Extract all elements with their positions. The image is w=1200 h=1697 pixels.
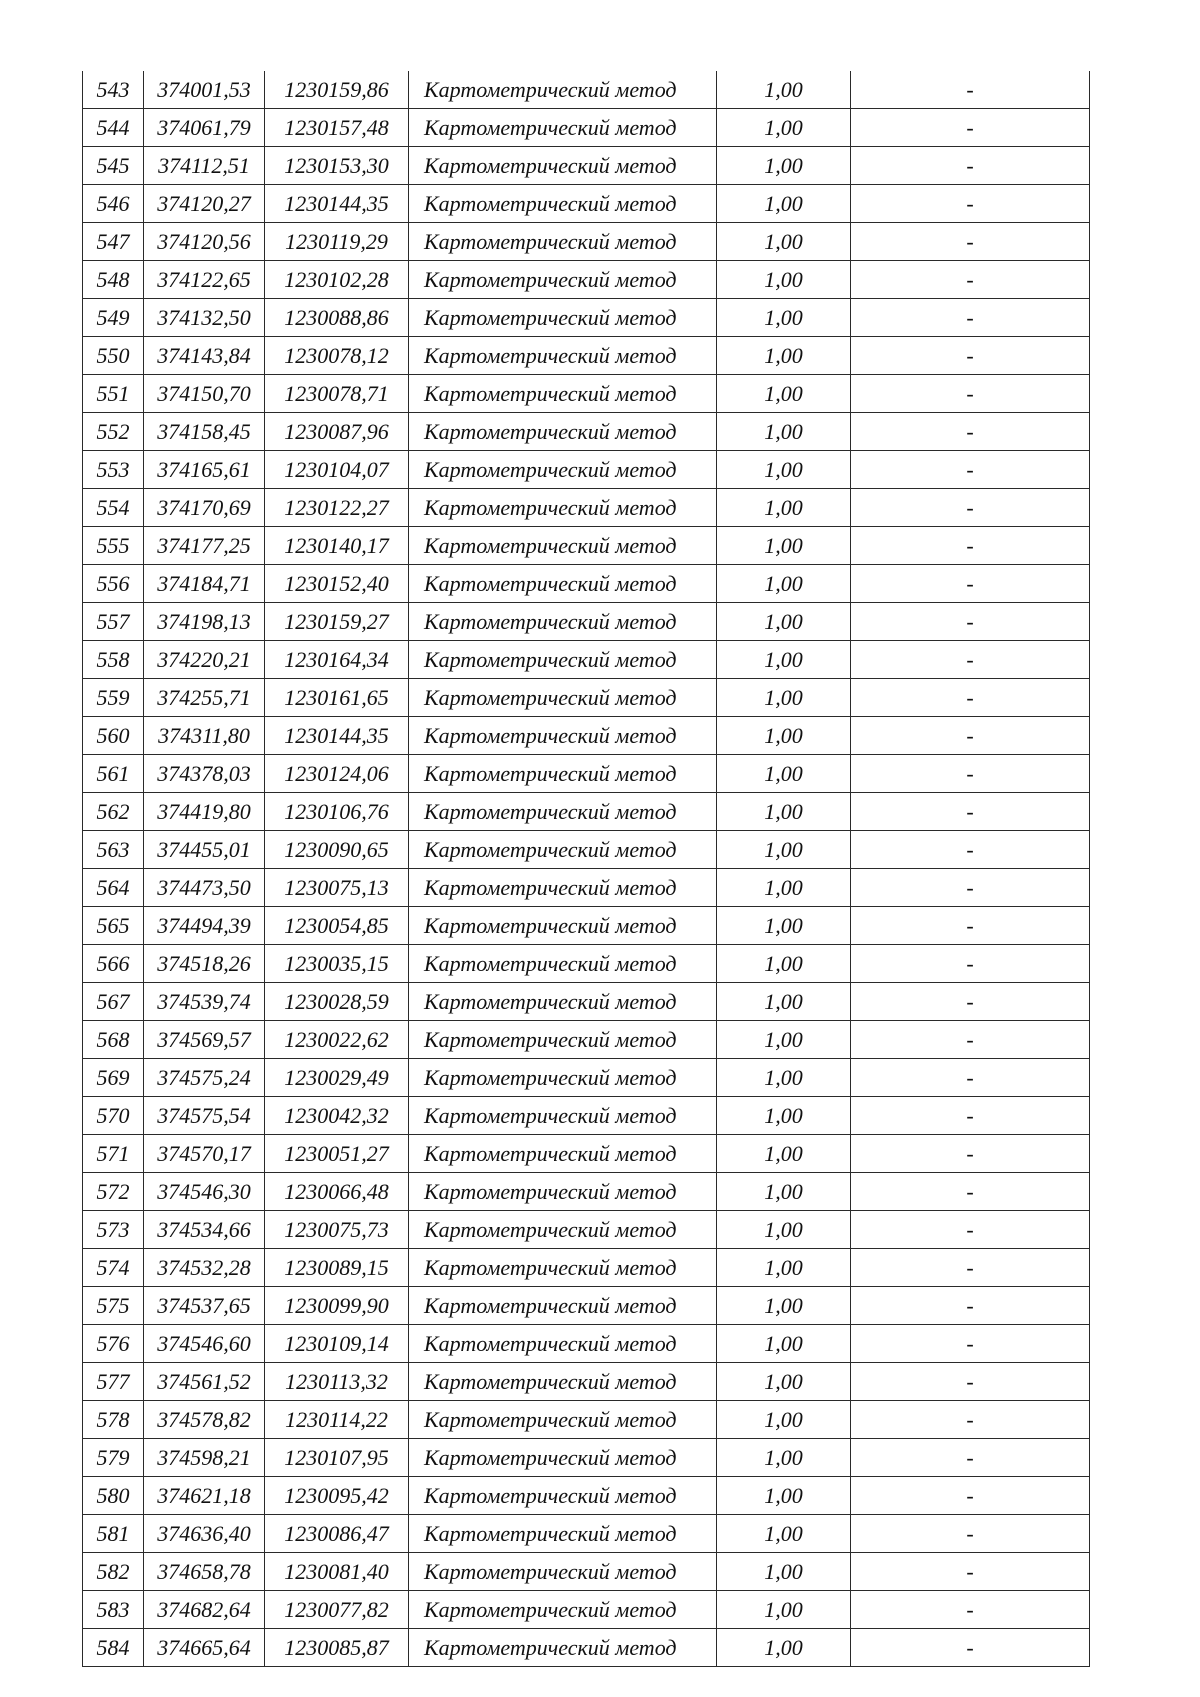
table-row [83, 1363, 1090, 1401]
point-number-cell: 575 [83, 1287, 144, 1325]
y-coordinate-cell: 1230124,06 [265, 755, 409, 793]
coordinates-table-body [83, 71, 1090, 1667]
accuracy-cell: 1,00 [717, 71, 851, 109]
point-number-cell: 560 [83, 717, 144, 755]
note-cell: - [851, 1629, 1090, 1667]
accuracy-cell: 1,00 [717, 1591, 851, 1629]
table-row [83, 831, 1090, 869]
accuracy-cell: 1,00 [717, 413, 851, 451]
table-row [83, 489, 1090, 527]
accuracy-cell: 1,00 [717, 1173, 851, 1211]
note-cell: - [851, 1515, 1090, 1553]
note-cell: - [851, 1173, 1090, 1211]
accuracy-cell: 1,00 [717, 1439, 851, 1477]
method-cell: Картометрический метод [409, 109, 717, 147]
accuracy-cell: 1,00 [717, 1287, 851, 1325]
table-row [83, 527, 1090, 565]
table-row [83, 299, 1090, 337]
note-cell: - [851, 907, 1090, 945]
y-coordinate-cell: 1230081,40 [265, 1553, 409, 1591]
point-number-cell: 580 [83, 1477, 144, 1515]
y-coordinate-cell: 1230107,95 [265, 1439, 409, 1477]
accuracy-cell: 1,00 [717, 489, 851, 527]
method-cell: Картометрический метод [409, 1439, 717, 1477]
x-coordinate-cell: 374658,78 [144, 1553, 265, 1591]
table-row [83, 565, 1090, 603]
table-row [83, 147, 1090, 185]
note-cell: - [851, 831, 1090, 869]
point-number-cell: 563 [83, 831, 144, 869]
method-cell: Картометрический метод [409, 1401, 717, 1439]
method-cell: Картометрический метод [409, 1553, 717, 1591]
y-coordinate-cell: 1230087,96 [265, 413, 409, 451]
table-row [83, 641, 1090, 679]
accuracy-cell: 1,00 [717, 527, 851, 565]
point-number-cell: 568 [83, 1021, 144, 1059]
note-cell: - [851, 261, 1090, 299]
table-row [83, 793, 1090, 831]
note-cell: - [851, 1135, 1090, 1173]
method-cell: Картометрический метод [409, 831, 717, 869]
point-number-cell: 573 [83, 1211, 144, 1249]
point-number-cell: 574 [83, 1249, 144, 1287]
y-coordinate-cell: 1230113,32 [265, 1363, 409, 1401]
point-number-cell: 571 [83, 1135, 144, 1173]
x-coordinate-cell: 374120,27 [144, 185, 265, 223]
point-number-cell: 565 [83, 907, 144, 945]
method-cell: Картометрический метод [409, 1591, 717, 1629]
x-coordinate-cell: 374494,39 [144, 907, 265, 945]
accuracy-cell: 1,00 [717, 451, 851, 489]
note-cell: - [851, 603, 1090, 641]
note-cell: - [851, 337, 1090, 375]
point-number-cell: 556 [83, 565, 144, 603]
point-number-cell: 566 [83, 945, 144, 983]
accuracy-cell: 1,00 [717, 983, 851, 1021]
point-number-cell: 557 [83, 603, 144, 641]
note-cell: - [851, 147, 1090, 185]
table-row [83, 717, 1090, 755]
point-number-cell: 570 [83, 1097, 144, 1135]
x-coordinate-cell: 374575,24 [144, 1059, 265, 1097]
y-coordinate-cell: 1230090,65 [265, 831, 409, 869]
table-row [83, 1059, 1090, 1097]
table-row [83, 1135, 1090, 1173]
accuracy-cell: 1,00 [717, 907, 851, 945]
point-number-cell: 549 [83, 299, 144, 337]
x-coordinate-cell: 374636,40 [144, 1515, 265, 1553]
note-cell: - [851, 1249, 1090, 1287]
method-cell: Картометрический метод [409, 793, 717, 831]
method-cell: Картометрический метод [409, 717, 717, 755]
note-cell: - [851, 1363, 1090, 1401]
x-coordinate-cell: 374561,52 [144, 1363, 265, 1401]
x-coordinate-cell: 374150,70 [144, 375, 265, 413]
point-number-cell: 553 [83, 451, 144, 489]
method-cell: Картометрический метод [409, 413, 717, 451]
x-coordinate-cell: 374546,60 [144, 1325, 265, 1363]
method-cell: Картометрический метод [409, 1287, 717, 1325]
x-coordinate-cell: 374473,50 [144, 869, 265, 907]
method-cell: Картометрический метод [409, 945, 717, 983]
x-coordinate-cell: 374532,28 [144, 1249, 265, 1287]
method-cell: Картометрический метод [409, 1249, 717, 1287]
table-row [83, 603, 1090, 641]
note-cell: - [851, 1021, 1090, 1059]
point-number-cell: 552 [83, 413, 144, 451]
x-coordinate-cell: 374177,25 [144, 527, 265, 565]
x-coordinate-cell: 374255,71 [144, 679, 265, 717]
accuracy-cell: 1,00 [717, 1629, 851, 1667]
x-coordinate-cell: 374165,61 [144, 451, 265, 489]
method-cell: Картометрический метод [409, 71, 717, 109]
accuracy-cell: 1,00 [717, 1515, 851, 1553]
note-cell: - [851, 755, 1090, 793]
y-coordinate-cell: 1230029,49 [265, 1059, 409, 1097]
table-row [83, 185, 1090, 223]
accuracy-cell: 1,00 [717, 1477, 851, 1515]
accuracy-cell: 1,00 [717, 603, 851, 641]
accuracy-cell: 1,00 [717, 1401, 851, 1439]
method-cell: Картометрический метод [409, 223, 717, 261]
y-coordinate-cell: 1230159,27 [265, 603, 409, 641]
method-cell: Картометрический метод [409, 1477, 717, 1515]
method-cell: Картометрический метод [409, 489, 717, 527]
note-cell: - [851, 793, 1090, 831]
point-number-cell: 558 [83, 641, 144, 679]
table-row [83, 1021, 1090, 1059]
x-coordinate-cell: 374220,21 [144, 641, 265, 679]
accuracy-cell: 1,00 [717, 1059, 851, 1097]
table-row [83, 1325, 1090, 1363]
point-number-cell: 555 [83, 527, 144, 565]
method-cell: Картометрический метод [409, 1211, 717, 1249]
method-cell: Картометрический метод [409, 869, 717, 907]
y-coordinate-cell: 1230104,07 [265, 451, 409, 489]
y-coordinate-cell: 1230088,86 [265, 299, 409, 337]
table-row [83, 907, 1090, 945]
point-number-cell: 559 [83, 679, 144, 717]
y-coordinate-cell: 1230144,35 [265, 185, 409, 223]
note-cell: - [851, 1059, 1090, 1097]
x-coordinate-cell: 374518,26 [144, 945, 265, 983]
method-cell: Картометрический метод [409, 1135, 717, 1173]
note-cell: - [851, 1553, 1090, 1591]
method-cell: Картометрический метод [409, 527, 717, 565]
point-number-cell: 584 [83, 1629, 144, 1667]
x-coordinate-cell: 374122,65 [144, 261, 265, 299]
note-cell: - [851, 375, 1090, 413]
point-number-cell: 578 [83, 1401, 144, 1439]
method-cell: Картометрический метод [409, 755, 717, 793]
accuracy-cell: 1,00 [717, 945, 851, 983]
y-coordinate-cell: 1230077,82 [265, 1591, 409, 1629]
table-row [83, 451, 1090, 489]
y-coordinate-cell: 1230078,12 [265, 337, 409, 375]
note-cell: - [851, 1325, 1090, 1363]
table-row [83, 1249, 1090, 1287]
method-cell: Картометрический метод [409, 451, 717, 489]
accuracy-cell: 1,00 [717, 793, 851, 831]
y-coordinate-cell: 1230042,32 [265, 1097, 409, 1135]
y-coordinate-cell: 1230122,27 [265, 489, 409, 527]
accuracy-cell: 1,00 [717, 831, 851, 869]
x-coordinate-cell: 374570,17 [144, 1135, 265, 1173]
x-coordinate-cell: 374001,53 [144, 71, 265, 109]
note-cell: - [851, 1591, 1090, 1629]
y-coordinate-cell: 1230078,71 [265, 375, 409, 413]
x-coordinate-cell: 374184,71 [144, 565, 265, 603]
note-cell: - [851, 489, 1090, 527]
note-cell: - [851, 223, 1090, 261]
method-cell: Картометрический метод [409, 1515, 717, 1553]
x-coordinate-cell: 374682,64 [144, 1591, 265, 1629]
accuracy-cell: 1,00 [717, 185, 851, 223]
method-cell: Картометрический метод [409, 641, 717, 679]
note-cell: - [851, 565, 1090, 603]
y-coordinate-cell: 1230161,65 [265, 679, 409, 717]
method-cell: Картометрический метод [409, 1325, 717, 1363]
table-row [83, 1401, 1090, 1439]
table-row [83, 413, 1090, 451]
note-cell: - [851, 717, 1090, 755]
coordinates-table [82, 71, 1090, 1667]
note-cell: - [851, 1401, 1090, 1439]
y-coordinate-cell: 1230022,62 [265, 1021, 409, 1059]
y-coordinate-cell: 1230144,35 [265, 717, 409, 755]
note-cell: - [851, 299, 1090, 337]
note-cell: - [851, 1097, 1090, 1135]
y-coordinate-cell: 1230102,28 [265, 261, 409, 299]
point-number-cell: 577 [83, 1363, 144, 1401]
y-coordinate-cell: 1230075,13 [265, 869, 409, 907]
y-coordinate-cell: 1230075,73 [265, 1211, 409, 1249]
table-row [83, 337, 1090, 375]
x-coordinate-cell: 374132,50 [144, 299, 265, 337]
note-cell: - [851, 1211, 1090, 1249]
point-number-cell: 562 [83, 793, 144, 831]
y-coordinate-cell: 1230106,76 [265, 793, 409, 831]
note-cell: - [851, 679, 1090, 717]
note-cell: - [851, 71, 1090, 109]
point-number-cell: 550 [83, 337, 144, 375]
accuracy-cell: 1,00 [717, 299, 851, 337]
note-cell: - [851, 185, 1090, 223]
accuracy-cell: 1,00 [717, 1211, 851, 1249]
point-number-cell: 582 [83, 1553, 144, 1591]
method-cell: Картометрический метод [409, 1097, 717, 1135]
table-row [83, 1211, 1090, 1249]
table-row [83, 1173, 1090, 1211]
table-row [83, 1629, 1090, 1667]
note-cell: - [851, 945, 1090, 983]
method-cell: Картометрический метод [409, 907, 717, 945]
accuracy-cell: 1,00 [717, 1097, 851, 1135]
table-row [83, 1515, 1090, 1553]
accuracy-cell: 1,00 [717, 375, 851, 413]
method-cell: Картометрический метод [409, 679, 717, 717]
accuracy-cell: 1,00 [717, 641, 851, 679]
accuracy-cell: 1,00 [717, 1021, 851, 1059]
x-coordinate-cell: 374598,21 [144, 1439, 265, 1477]
x-coordinate-cell: 374578,82 [144, 1401, 265, 1439]
point-number-cell: 581 [83, 1515, 144, 1553]
x-coordinate-cell: 374061,79 [144, 109, 265, 147]
table-row [83, 755, 1090, 793]
method-cell: Картометрический метод [409, 983, 717, 1021]
method-cell: Картометрический метод [409, 337, 717, 375]
point-number-cell: 576 [83, 1325, 144, 1363]
point-number-cell: 543 [83, 71, 144, 109]
method-cell: Картометрический метод [409, 603, 717, 641]
x-coordinate-cell: 374198,13 [144, 603, 265, 641]
point-number-cell: 572 [83, 1173, 144, 1211]
table-row [83, 1477, 1090, 1515]
x-coordinate-cell: 374170,69 [144, 489, 265, 527]
note-cell: - [851, 1439, 1090, 1477]
accuracy-cell: 1,00 [717, 109, 851, 147]
y-coordinate-cell: 1230089,15 [265, 1249, 409, 1287]
y-coordinate-cell: 1230140,17 [265, 527, 409, 565]
point-number-cell: 561 [83, 755, 144, 793]
accuracy-cell: 1,00 [717, 1363, 851, 1401]
table-row [83, 945, 1090, 983]
y-coordinate-cell: 1230051,27 [265, 1135, 409, 1173]
y-coordinate-cell: 1230164,34 [265, 641, 409, 679]
method-cell: Картометрический метод [409, 147, 717, 185]
accuracy-cell: 1,00 [717, 679, 851, 717]
y-coordinate-cell: 1230109,14 [265, 1325, 409, 1363]
accuracy-cell: 1,00 [717, 1249, 851, 1287]
accuracy-cell: 1,00 [717, 755, 851, 793]
accuracy-cell: 1,00 [717, 1553, 851, 1591]
table-row [83, 983, 1090, 1021]
table-row [83, 679, 1090, 717]
accuracy-cell: 1,00 [717, 223, 851, 261]
x-coordinate-cell: 374455,01 [144, 831, 265, 869]
y-coordinate-cell: 1230054,85 [265, 907, 409, 945]
accuracy-cell: 1,00 [717, 147, 851, 185]
x-coordinate-cell: 374419,80 [144, 793, 265, 831]
method-cell: Картометрический метод [409, 375, 717, 413]
table-row [83, 1553, 1090, 1591]
point-number-cell: 548 [83, 261, 144, 299]
method-cell: Картометрический метод [409, 1629, 717, 1667]
y-coordinate-cell: 1230152,40 [265, 565, 409, 603]
x-coordinate-cell: 374575,54 [144, 1097, 265, 1135]
accuracy-cell: 1,00 [717, 869, 851, 907]
x-coordinate-cell: 374537,65 [144, 1287, 265, 1325]
y-coordinate-cell: 1230119,29 [265, 223, 409, 261]
y-coordinate-cell: 1230153,30 [265, 147, 409, 185]
y-coordinate-cell: 1230114,22 [265, 1401, 409, 1439]
y-coordinate-cell: 1230159,86 [265, 71, 409, 109]
x-coordinate-cell: 374569,57 [144, 1021, 265, 1059]
method-cell: Картометрический метод [409, 261, 717, 299]
point-number-cell: 554 [83, 489, 144, 527]
point-number-cell: 583 [83, 1591, 144, 1629]
table-row [83, 261, 1090, 299]
x-coordinate-cell: 374539,74 [144, 983, 265, 1021]
note-cell: - [851, 869, 1090, 907]
note-cell: - [851, 451, 1090, 489]
point-number-cell: 546 [83, 185, 144, 223]
accuracy-cell: 1,00 [717, 337, 851, 375]
method-cell: Картометрический метод [409, 1059, 717, 1097]
note-cell: - [851, 109, 1090, 147]
point-number-cell: 569 [83, 1059, 144, 1097]
point-number-cell: 544 [83, 109, 144, 147]
table-row [83, 1439, 1090, 1477]
y-coordinate-cell: 1230157,48 [265, 109, 409, 147]
y-coordinate-cell: 1230099,90 [265, 1287, 409, 1325]
accuracy-cell: 1,00 [717, 1325, 851, 1363]
note-cell: - [851, 1477, 1090, 1515]
method-cell: Картометрический метод [409, 1021, 717, 1059]
table-row [83, 375, 1090, 413]
x-coordinate-cell: 374143,84 [144, 337, 265, 375]
accuracy-cell: 1,00 [717, 565, 851, 603]
method-cell: Картометрический метод [409, 1173, 717, 1211]
accuracy-cell: 1,00 [717, 261, 851, 299]
method-cell: Картометрический метод [409, 299, 717, 337]
y-coordinate-cell: 1230085,87 [265, 1629, 409, 1667]
x-coordinate-cell: 374112,51 [144, 147, 265, 185]
point-number-cell: 579 [83, 1439, 144, 1477]
table-row [83, 869, 1090, 907]
y-coordinate-cell: 1230035,15 [265, 945, 409, 983]
x-coordinate-cell: 374311,80 [144, 717, 265, 755]
point-number-cell: 545 [83, 147, 144, 185]
note-cell: - [851, 983, 1090, 1021]
note-cell: - [851, 1287, 1090, 1325]
table-row [83, 1287, 1090, 1325]
note-cell: - [851, 413, 1090, 451]
x-coordinate-cell: 374621,18 [144, 1477, 265, 1515]
x-coordinate-cell: 374120,56 [144, 223, 265, 261]
method-cell: Картометрический метод [409, 565, 717, 603]
table-row [83, 109, 1090, 147]
method-cell: Картометрический метод [409, 1363, 717, 1401]
x-coordinate-cell: 374534,66 [144, 1211, 265, 1249]
y-coordinate-cell: 1230086,47 [265, 1515, 409, 1553]
method-cell: Картометрический метод [409, 185, 717, 223]
accuracy-cell: 1,00 [717, 717, 851, 755]
point-number-cell: 547 [83, 223, 144, 261]
note-cell: - [851, 641, 1090, 679]
table-row [83, 223, 1090, 261]
y-coordinate-cell: 1230095,42 [265, 1477, 409, 1515]
x-coordinate-cell: 374378,03 [144, 755, 265, 793]
x-coordinate-cell: 374665,64 [144, 1629, 265, 1667]
point-number-cell: 551 [83, 375, 144, 413]
table-row [83, 1097, 1090, 1135]
table-row [83, 1591, 1090, 1629]
y-coordinate-cell: 1230066,48 [265, 1173, 409, 1211]
x-coordinate-cell: 374158,45 [144, 413, 265, 451]
point-number-cell: 564 [83, 869, 144, 907]
table-row [83, 71, 1090, 109]
accuracy-cell: 1,00 [717, 1135, 851, 1173]
y-coordinate-cell: 1230028,59 [265, 983, 409, 1021]
point-number-cell: 567 [83, 983, 144, 1021]
note-cell: - [851, 527, 1090, 565]
x-coordinate-cell: 374546,30 [144, 1173, 265, 1211]
